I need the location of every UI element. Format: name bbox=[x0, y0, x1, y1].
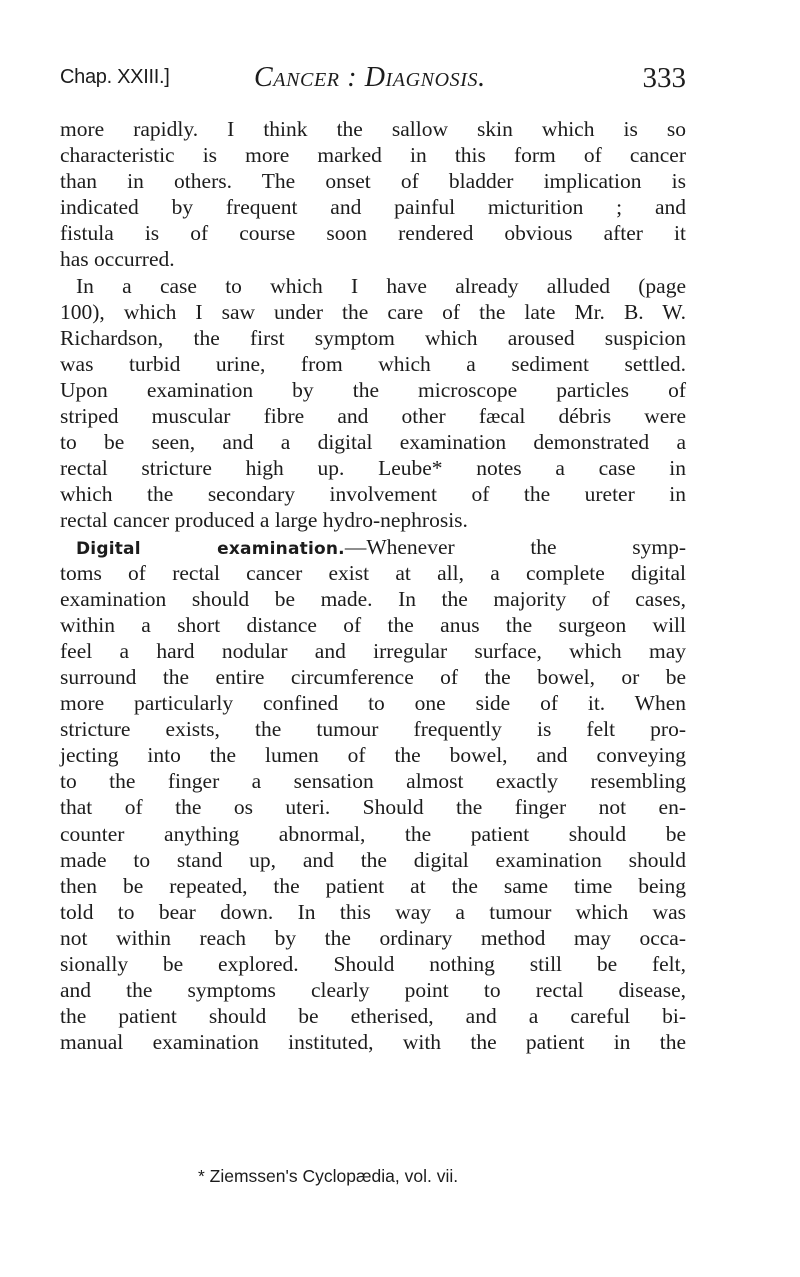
text-line bbox=[60, 586, 686, 612]
text-line bbox=[60, 925, 686, 951]
line-text: manual examination instituted, with the patient in the bbox=[60, 1030, 686, 1055]
line-text: —Whenever the symp- bbox=[344, 534, 686, 559]
text-line bbox=[60, 299, 686, 325]
body-text bbox=[60, 116, 686, 1055]
line-text: the patient should be etherised, and a careful bi- bbox=[60, 1004, 686, 1029]
line-text: Richardson, the first symptom which aroused suspicion bbox=[60, 325, 686, 350]
text-line bbox=[60, 560, 686, 586]
text-line bbox=[60, 351, 686, 377]
text-line bbox=[60, 220, 686, 246]
text-line bbox=[60, 638, 686, 664]
text-line bbox=[60, 481, 686, 507]
text-line bbox=[60, 664, 686, 690]
text-line bbox=[60, 507, 686, 533]
text-line bbox=[60, 768, 686, 794]
line-text: toms of rectal cancer exist at all, a complete digital bbox=[60, 560, 686, 585]
text-line bbox=[60, 899, 686, 925]
line-text: told to bear down. In this way a tumour which was bbox=[60, 899, 686, 924]
text-line bbox=[60, 873, 686, 899]
line-text: was turbid urine, from which a sediment settled. bbox=[60, 351, 686, 376]
line-text: striped muscular fibre and other fæcal débris were bbox=[60, 404, 686, 429]
page-number: 333 bbox=[642, 62, 686, 94]
text-line bbox=[60, 612, 686, 638]
line-text: counter anything abnormal, the patient should be bbox=[60, 821, 686, 846]
text-line bbox=[60, 951, 686, 977]
line-text: to be seen, and a digital examination demonstrated a bbox=[60, 430, 686, 455]
line-text: more particularly confined to one side of it. When bbox=[60, 691, 686, 716]
line-text: fistula is of course soon rendered obvious after it bbox=[60, 221, 686, 246]
line-text: jecting into the lumen of the bowel, and conveying bbox=[60, 743, 686, 768]
line-text: that of the os uteri. Should the finger not en- bbox=[60, 795, 686, 820]
line-text: feel a hard nodular and irregular surface, which may bbox=[60, 638, 686, 663]
running-header bbox=[60, 62, 686, 102]
line-text: not within reach by the ordinary method may occa- bbox=[60, 925, 686, 950]
line-text: stricture exists, the tumour frequently is felt pro- bbox=[60, 717, 686, 742]
text-line bbox=[60, 194, 686, 220]
line-text: sionally be explored. Should nothing still be felt, bbox=[60, 952, 686, 976]
text-line bbox=[60, 403, 686, 429]
text-line bbox=[60, 142, 686, 168]
chapter-label: Chap. XXIII.] bbox=[60, 66, 170, 88]
line-text: and the symptoms clearly point to rectal disease, bbox=[60, 978, 686, 1003]
line-text: then be repeated, the patient at the same time being bbox=[60, 873, 686, 898]
text-line bbox=[60, 429, 686, 455]
line-text: more rapidly. I think the sallow skin which is so bbox=[60, 117, 686, 141]
line-text: to the finger a sensation almost exactly resembling bbox=[60, 769, 686, 794]
text-line bbox=[60, 1029, 686, 1055]
text-line bbox=[60, 455, 686, 481]
line-text: rectal stricture high up. Leube* notes a case in bbox=[60, 456, 686, 481]
text-line bbox=[60, 246, 686, 272]
text-line bbox=[60, 534, 686, 560]
section-sidehead: Digital examination. bbox=[76, 538, 345, 559]
line-text: In a case to which I have already alluded (page bbox=[76, 273, 686, 298]
text-line bbox=[60, 377, 686, 403]
text-line bbox=[60, 742, 686, 768]
text-line bbox=[60, 847, 686, 873]
text-line bbox=[60, 325, 686, 351]
text-line bbox=[60, 977, 686, 1003]
text-line bbox=[60, 821, 686, 847]
line-text: than in others. The onset of bladder implication is bbox=[60, 169, 686, 194]
line-text: rectal cancer produced a large hydro-nephrosis. bbox=[60, 508, 468, 533]
text-line bbox=[60, 273, 686, 299]
line-text: has occurred. bbox=[60, 247, 175, 272]
footnote: * Ziemssen's Cyclopædia, vol. vii. bbox=[198, 1166, 459, 1186]
line-text: which the secondary involvement of the ureter in bbox=[60, 482, 686, 507]
line-text: examination should be made. In the majority of cases, bbox=[60, 586, 686, 611]
text-line bbox=[60, 116, 686, 142]
text-line bbox=[60, 794, 686, 820]
line-text: surround the entire circumference of the bowel, or be bbox=[60, 664, 686, 689]
line-text: Upon examination by the microscope particles of bbox=[60, 377, 686, 402]
line-text: characteristic is more marked in this form of cancer bbox=[60, 143, 686, 168]
line-text: made to stand up, and the digital examination should bbox=[60, 847, 686, 872]
line-text: indicated by frequent and painful micturition ; and bbox=[60, 195, 686, 220]
text-line bbox=[60, 168, 686, 194]
running-title: Cancer : Diagnosis. bbox=[254, 62, 486, 93]
line-text: 100), which I saw under the care of the late Mr. B. W. bbox=[60, 299, 686, 324]
text-line bbox=[60, 716, 686, 742]
text-line bbox=[60, 1003, 686, 1029]
text-line bbox=[60, 690, 686, 716]
line-text: within a short distance of the anus the surgeon will bbox=[60, 612, 686, 637]
